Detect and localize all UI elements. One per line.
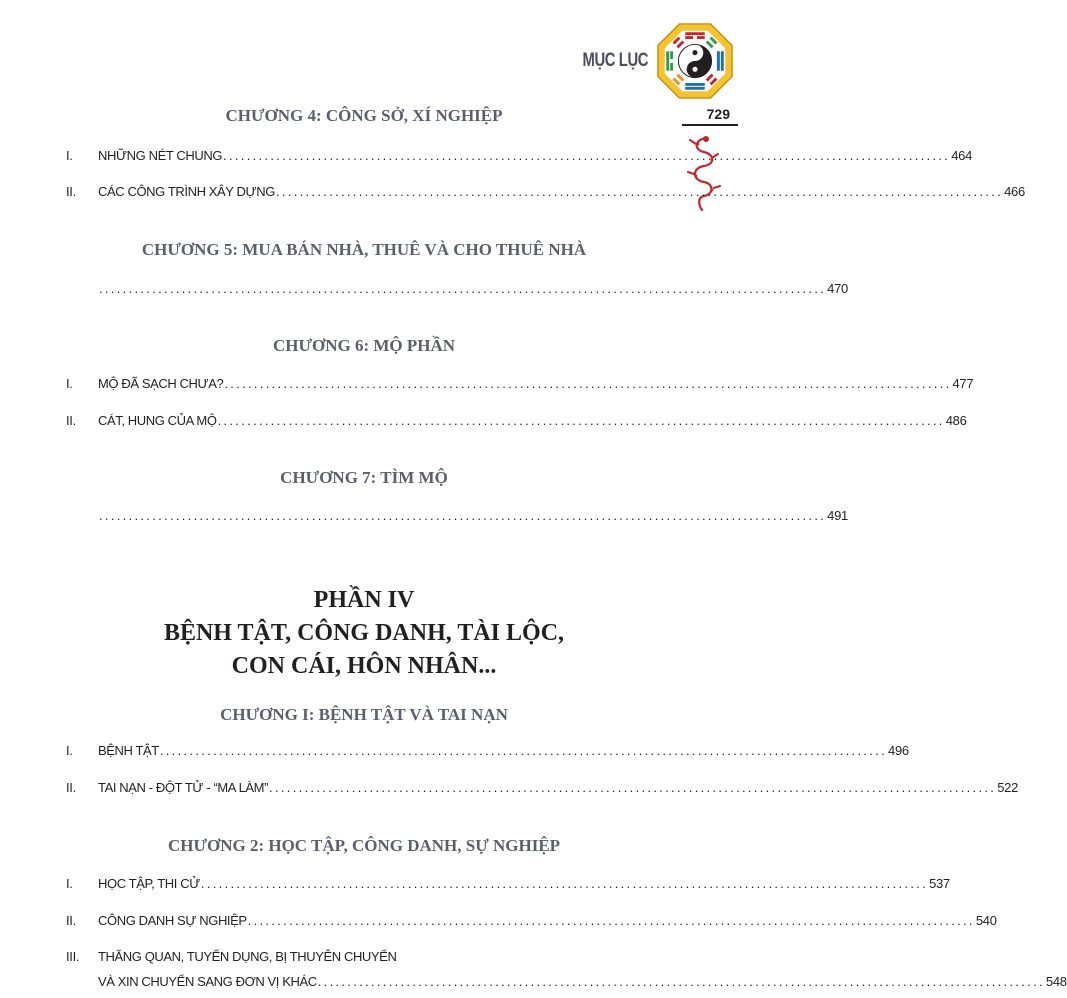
- toc-entry[interactable]: [66, 944, 664, 964]
- toc-entry[interactable]: [66, 775, 1018, 795]
- toc-entry-page: 522: [997, 780, 1018, 795]
- toc-entry-continuation[interactable]: [98, 969, 1067, 989]
- dot-leader: ...........................................................................................................................: [275, 184, 1004, 199]
- toc-entry-title: THĂNG QUAN, TUYỂN DỤNG, BỊ THUYÊN CHUYỂN: [98, 949, 397, 964]
- toc-entry[interactable]: [66, 908, 997, 928]
- toc-entry-page: 486: [945, 413, 967, 428]
- toc-entry[interactable]: [66, 371, 974, 391]
- toc-entry-number: II.: [66, 413, 76, 428]
- toc-entry-page: 466: [1004, 184, 1025, 199]
- toc-entry-number: II.: [66, 184, 76, 199]
- toc-entry[interactable]: [66, 143, 972, 163]
- chapter-7-title: CHƯƠNG 7: TÌM MỘ: [280, 468, 448, 487]
- toc-entry[interactable]: [66, 179, 1025, 199]
- toc-entry-page: 496: [888, 743, 909, 758]
- toc-entry-page: 540: [975, 913, 997, 928]
- toc-entry-title: MỘ ĐÃ SẠCH CHƯA?: [98, 376, 224, 391]
- toc-entry-page: 537: [929, 876, 950, 891]
- toc-entry-number: I.: [66, 743, 73, 758]
- toc-entry-number: II.: [66, 780, 76, 795]
- toc-entry[interactable]: [66, 871, 950, 891]
- part-4-chapter-2-title: CHƯƠNG 2: HỌC TẬP, CÔNG DANH, SỰ NGHIỆP: [167, 836, 561, 855]
- toc-entry[interactable]: [66, 408, 967, 428]
- toc-entry-number: I.: [66, 876, 73, 891]
- toc-entry[interactable]: [98, 276, 848, 296]
- chapter-6-title: CHƯƠNG 6: MỘ PHẦN: [272, 336, 456, 355]
- red-dragon-icon: [686, 134, 722, 212]
- toc-entry-title: TAI NẠN - ĐỘT TỬ - “MA LÀM”: [98, 780, 269, 795]
- dot-leader: ...........................................................................................................................: [317, 974, 1045, 989]
- toc-entry-number: III.: [66, 949, 80, 964]
- page-number: 729: [706, 106, 730, 122]
- dot-leader: ...........................................................................................................................: [269, 780, 997, 795]
- toc-entry-page: 477: [952, 376, 974, 391]
- bagua-yin-yang-icon: [656, 22, 734, 100]
- part-4-label: PHẦN IV: [313, 587, 415, 613]
- section-header-title: MỤC LỤC: [582, 50, 648, 71]
- toc-entry-title: CÁT, HUNG CỦA MỘ: [98, 413, 217, 428]
- toc-entry-page: 491: [827, 508, 848, 523]
- toc-entry-number: I.: [66, 376, 73, 391]
- toc-entry[interactable]: [66, 738, 909, 758]
- chapter-5-title: CHƯƠNG 5: MUA BÁN NHÀ, THUÊ VÀ CHO THUÊ NHÀ: [141, 240, 587, 259]
- toc-entry-title: NHỮNG NÉT CHUNG: [98, 148, 223, 163]
- chapter-4-title: CHƯƠNG 4: CÔNG SỞ, XÍ NGHIỆP: [225, 106, 503, 125]
- part-4-title-line-2: CON CÁI, HÔN NHÂN...: [231, 653, 497, 679]
- toc-entry-page: 548: [1045, 974, 1067, 989]
- toc-entry[interactable]: [98, 503, 848, 523]
- toc-entry-title-continued: VÀ XIN CHUYỂN SANG ĐƠN VỊ KHÁC: [98, 974, 317, 989]
- dot-leader: ...........................................................................................................................: [223, 148, 951, 163]
- toc-entry-number: II.: [66, 913, 76, 928]
- dot-leader: ...........................................................................................................................: [200, 876, 929, 891]
- toc-entry-page: 470: [827, 281, 848, 296]
- toc-entry-number: I.: [66, 148, 73, 163]
- toc-entry-title: BỆNH TẬT: [98, 743, 159, 758]
- dot-leader: ...........................................................................................................................: [99, 508, 827, 523]
- toc-entry-page: 464: [951, 148, 972, 163]
- dot-leader: ...........................................................................................................................: [159, 743, 888, 758]
- part-4-heading: [64, 584, 664, 683]
- dot-leader: ...........................................................................................................................: [217, 413, 945, 428]
- toc-entry-title: HỌC TẬP, THI CỬ: [98, 876, 200, 891]
- dot-leader: ...........................................................................................................................: [99, 281, 827, 296]
- dot-leader: ...........................................................................................................................: [247, 913, 975, 928]
- part-4-title-line-1: BỆNH TẬT, CÔNG DANH, TÀI LỘC,: [163, 620, 565, 646]
- page-number-rule: [682, 124, 738, 126]
- part-4-chapter-1-title: CHƯƠNG I: BỆNH TẬT VÀ TAI NẠN: [220, 705, 508, 724]
- dot-leader: ...........................................................................................................................: [224, 376, 952, 391]
- toc-entry-title: CÁC CÔNG TRÌNH XÂY DỰNG: [98, 184, 275, 199]
- toc-entry-title: CÔNG DANH SỰ NGHIỆP: [98, 913, 247, 928]
